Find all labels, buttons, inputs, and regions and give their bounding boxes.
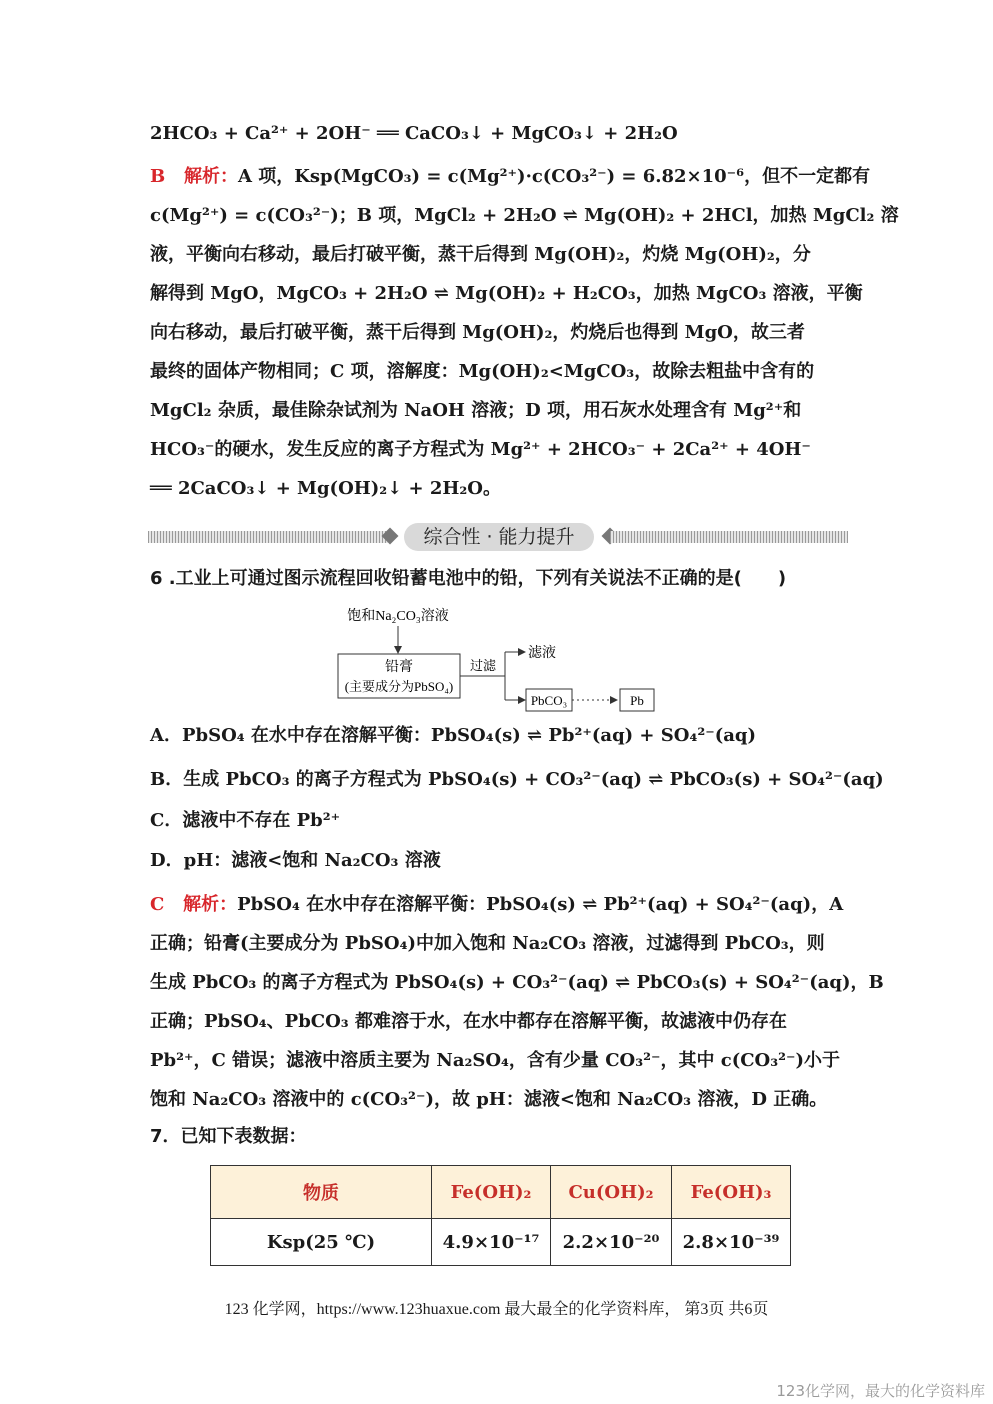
section-title: 综合性 · 能力提升 [404, 523, 594, 551]
q6-option-d: D．pH：滤液<饱和 Na₂CO₃ 溶液 [150, 850, 441, 871]
answer-b-line-5: 向右移动，最后打破平衡，蒸干后得到 Mg(OH)₂，灼烧后也得到 MgO，故三者 [150, 322, 805, 343]
banner-stripe-right [610, 531, 848, 543]
diagram-pbco3: PbCO₃ [530, 693, 568, 708]
q6-answer-line-2: 正确；铅膏(主要成分为 PbSO₄)中加入饱和 Na₂CO₃ 溶液，过滤得到 PbCO₃，则 [150, 933, 825, 954]
flow-diagram [330, 600, 670, 715]
diagram-reagent: 饱和Na₂CO₃溶液 [347, 609, 449, 624]
analysis-label: 解析： [183, 894, 238, 915]
answer-b-line-1 [150, 165, 870, 189]
answer-b-line-8: HCO₃⁻的硬水，发生反应的离子方程式为 Mg²⁺ + 2HCO₃⁻ + 2Ca²⁺ + 4OH⁻ [150, 439, 811, 460]
q6-answer-line-5: Pb²⁺，C 错误；滤液中溶质主要为 Na₂SO₄，含有少量 CO₃²⁻，其中 c(CO₃²⁻)小于 [150, 1050, 841, 1071]
answer-letter-b: B [150, 166, 166, 187]
q6-answer-line-6: 饱和 Na₂CO₃ 溶液中的 c(CO₃²⁻)，故 pH：滤液<饱和 Na₂CO₃ 溶液，D 正确。 [150, 1089, 828, 1110]
ksp-table [210, 1165, 791, 1266]
answer-b-line-6: 最终的固体产物相同；C 项，溶解度：Mg(OH)₂<MgCO₃，故除去粗盐中含有的 [150, 361, 815, 382]
table-header-cell: Cu(OH)₂ [551, 1166, 672, 1219]
diagram-filter-label: 过滤 [469, 659, 497, 674]
table-header-cell: Fe(OH)₃ [672, 1166, 791, 1219]
q6-answer-line-1 [150, 893, 843, 917]
table-header-row [211, 1166, 791, 1219]
table-row [211, 1219, 791, 1266]
table-cell: 2.8×10⁻³⁹ [672, 1219, 791, 1266]
answer-b-line-4: 解得到 MgO，MgCO₃ + 2H₂O ⇌ Mg(OH)₂ + H₂CO₃，加热 MgCO₃ 溶液，平衡 [150, 283, 863, 304]
analysis-label: 解析： [184, 166, 239, 187]
diagram-box-line2: (主要成分为PbSO₄) [344, 679, 454, 694]
banner-stripe-left [148, 531, 388, 543]
q6-answer-line-4: 正确；PbSO₄、PbCO₃ 都难溶于水，在水中都存在溶解平衡，故滤液中仍存在 [150, 1011, 787, 1032]
diagram-pb: Pb [630, 693, 644, 708]
answer-text: PbSO₄ 在水中存在溶解平衡：PbSO₄(s) ⇌ Pb²⁺(aq) + SO₄²⁻(aq)，A [237, 894, 844, 915]
answer-b-line-3: 液，平衡向右移动，最后打破平衡，蒸干后得到 Mg(OH)₂，灼烧 Mg(OH)₂，分 [150, 244, 811, 265]
answer-b-line-2: c(Mg²⁺) = c(CO₃²⁻)；B 项，MgCl₂ + 2H₂O ⇌ Mg(OH)₂ + 2HCl，加热 MgCl₂ 溶 [150, 205, 899, 226]
equation-top-line: 2HCO₃ + Ca²⁺ + 2OH⁻ ══ CaCO₃↓ + MgCO₃↓ + 2H₂O [150, 123, 678, 144]
answer-b-line-7: MgCl₂ 杂质，最佳除杂试剂为 NaOH 溶液；D 项，用石灰水处理含有 Mg²⁺和 [150, 400, 802, 421]
table-header-cell: 物质 [211, 1166, 432, 1219]
q6-option-b: B．生成 PbCO₃ 的离子方程式为 PbSO₄(s) + CO₃²⁻(aq) ⇌ PbCO₃(s) + SO₄²⁻(aq) [150, 769, 884, 790]
table-cell: 4.9×10⁻¹⁷ [432, 1219, 551, 1266]
answer-letter-c: C [150, 894, 165, 915]
answer-text: A 项，Ksp(MgCO₃) = c(Mg²⁺)·c(CO₃²⁻) = 6.82×10⁻⁶，但不一定都有 [238, 166, 871, 187]
diagram-box-line1: 铅膏 [385, 659, 413, 675]
q6-option-a: A．PbSO₄ 在水中存在溶解平衡：PbSO₄(s) ⇌ Pb²⁺(aq) + SO₄²⁻(aq) [150, 725, 757, 746]
q6-answer-line-3: 生成 PbCO₃ 的离子方程式为 PbSO₄(s) + CO₃²⁻(aq) ⇌ PbCO₃(s) + SO₄²⁻(aq)，B [150, 972, 884, 993]
q6-stem: 6 .工业上可通过图示流程回收铅蓄电池中的铅，下列有关说法不正确的是( ) [150, 568, 787, 589]
table-cell: Ksp(25 ℃) [211, 1219, 432, 1266]
table-header-cell: Fe(OH)₂ [432, 1166, 551, 1219]
table-cell: 2.2×10⁻²⁰ [551, 1219, 672, 1266]
watermark: 123化学网，最大的化学资料库 [776, 1382, 985, 1400]
q6-option-c: C．滤液中不存在 Pb²⁺ [150, 810, 341, 831]
diagram-filtrate: 滤液 [528, 645, 556, 661]
answer-b-line-9: ══ 2CaCO₃↓ + Mg(OH)₂↓ + 2H₂O。 [150, 478, 501, 499]
section-banner [148, 522, 848, 552]
page-footer: 123 化学网，https://www.123huaxue.com 最大最全的化学资料库， 第3页 共6页 [224, 1301, 769, 1318]
q7-stem: 7．已知下表数据： [150, 1126, 307, 1147]
